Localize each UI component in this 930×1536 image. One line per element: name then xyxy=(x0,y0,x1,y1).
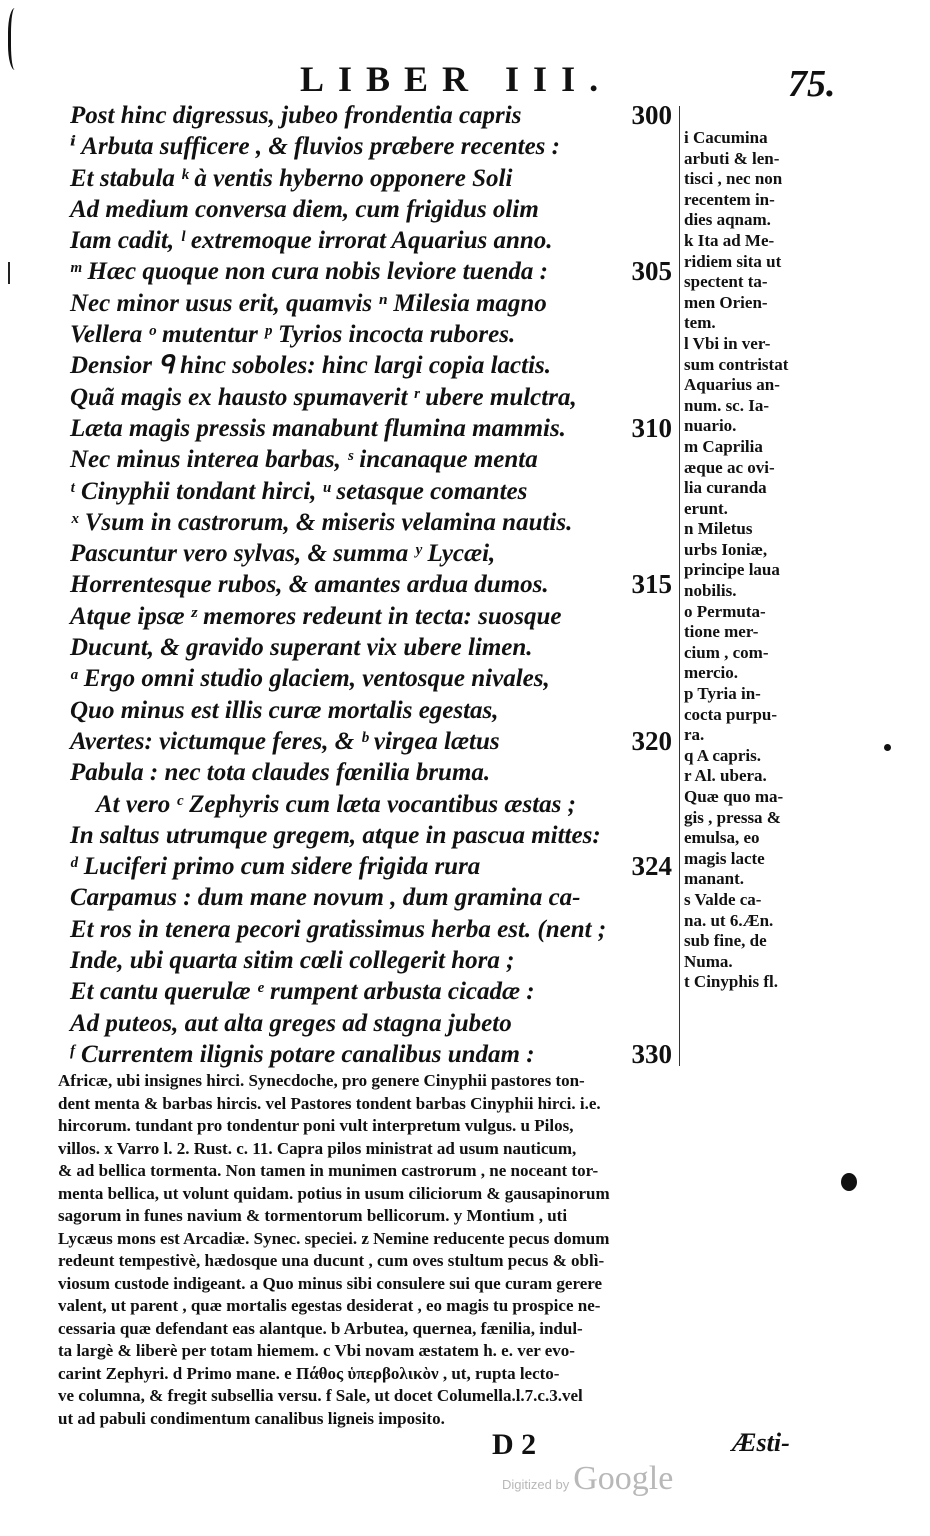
verse-line xyxy=(70,695,670,726)
glossary-line: cocta purpu- xyxy=(684,704,778,724)
column-rule xyxy=(679,106,680,1066)
verse-text-span: At vero ᶜ Zephyris cum læta vocantibus æstas ; xyxy=(96,790,576,818)
commentary-line: & ad bellica tormenta. Non tamen in munimen castrorum , ne noceant tor- xyxy=(58,1161,599,1180)
verse-line xyxy=(70,507,670,538)
commentary-line: cessaria quæ defendant eas alantque. b Arbutea, quernea, fænilia, indul- xyxy=(58,1318,583,1338)
verse-line xyxy=(70,100,670,131)
glossary-line: arbuti & len- xyxy=(684,148,780,168)
verse-line xyxy=(70,914,670,945)
verse-line xyxy=(70,288,670,319)
glossary-line: o Permuta- xyxy=(684,601,766,621)
glossary-line: t Cinyphis fl. xyxy=(684,972,778,992)
glossary-line: tisci , nec non xyxy=(684,169,783,189)
verse-line xyxy=(70,476,670,507)
verse-line xyxy=(70,131,670,162)
glossary-line: k Ita ad Me- xyxy=(684,230,775,250)
verse-line xyxy=(70,569,670,600)
verse-line xyxy=(70,976,670,1007)
verse-line xyxy=(70,726,670,757)
verse-text-span: Post hinc digressus, jubeo frondentia capris xyxy=(70,102,522,129)
verse-line xyxy=(70,882,670,913)
verse-text-span: Et ros in tenera pecori gratissimus herba est. (nent ; xyxy=(70,915,607,943)
google-logo: Google xyxy=(573,1460,674,1497)
glossary-line: ra. xyxy=(684,725,705,745)
verse-line xyxy=(70,444,670,475)
verse-line xyxy=(70,945,670,976)
verse-text-span: Atque ipsæ ᶻ memores redeunt in tecta: suosque xyxy=(70,602,562,630)
catchword: Æsti- xyxy=(732,1428,790,1457)
glossary-line: p Tyria in- xyxy=(684,684,761,704)
commentary-line: ve columna, & fregit subsellia versu. f Sale, ut docet Columella.l.7.c.3.vel xyxy=(58,1386,583,1405)
verse-text-span: Pascuntur vero sylvas, & summa ʸ Lycæi, xyxy=(70,540,496,568)
verse-line xyxy=(70,413,670,444)
verse-line xyxy=(70,632,670,663)
glossary-line: æque ac ovi- xyxy=(684,457,775,477)
commentary-line: valent, ut parent , quæ mortalis egestas desiderat , eo magis tu prospice ne- xyxy=(58,1296,601,1315)
verse-text-span: ˣ Vsum in castrorum, & miseris velamina nautis. xyxy=(70,508,573,536)
page-edge-mark xyxy=(8,8,25,70)
glossary-line: gis , pressa & xyxy=(684,807,781,827)
commentary-line: redeunt tempestivè, hædosque una ducunt , cum oves stultum pecus & oblì- xyxy=(58,1251,605,1270)
verse-line xyxy=(70,319,670,350)
commentary-line: Africæ, ubi insignes hirci. Synecdoche, pro genere Cinyphii pastores ton- xyxy=(58,1071,585,1090)
glossary-line: mercio. xyxy=(684,663,738,683)
glossary-line: manant. xyxy=(684,869,744,889)
verse-text-span: Horrentesque rubos, & amantes ardua dumos. xyxy=(70,571,549,599)
verse-number: 330 xyxy=(631,1038,672,1069)
commentary-line: ut ad pabuli condimentum canalibus ligneis imposito. xyxy=(58,1408,445,1428)
verse-line xyxy=(70,663,670,694)
verse-number: 305 xyxy=(631,256,672,287)
verse-line xyxy=(70,382,670,413)
glossary-line: ridiem sita ut xyxy=(684,251,782,271)
glossary-line: men Orien- xyxy=(684,292,768,312)
verse-line xyxy=(70,350,670,381)
verse-line xyxy=(70,789,670,820)
signature-mark: D 2 xyxy=(492,1428,537,1461)
glossary-line: Numa. xyxy=(684,951,733,971)
verse-text-span: Carpamus : dum mane novum , dum gramina ca- xyxy=(70,884,581,912)
verse-number: 324 xyxy=(631,851,672,882)
verse-line xyxy=(70,601,670,632)
verse-text-span: ᵐ Hæc quoque non cura nobis leviore tuenda : xyxy=(70,258,548,286)
running-head: LIBER III. xyxy=(300,59,613,99)
commentary-line: hircorum. tundant pro tondentur poni vult interpretum vulgus. u Pilos, xyxy=(58,1116,574,1135)
verse-number: 320 xyxy=(631,725,672,756)
digitized-watermark xyxy=(502,1460,673,1498)
verse-text-span: Quã magis ex hausto spumaverit ʳ ubere mulctra, xyxy=(70,383,577,411)
verse-text-span: Et stabula ᵏ à ventis hyberno opponere Soli xyxy=(70,164,513,192)
verse-text-span: ⁱ Arbuta sufficere , & fluvios præbere recentes : xyxy=(70,133,560,161)
glossary-line: r Al. ubera. xyxy=(684,766,767,786)
verse-text-span: Quo minus est illis curæ mortalis egestas, xyxy=(70,696,499,724)
page-edge-tick xyxy=(8,262,10,284)
glossary-line: erunt. xyxy=(684,498,728,518)
verse-line xyxy=(70,194,670,225)
glossary-line: nuario. xyxy=(684,416,737,436)
glossary-line: n Miletus xyxy=(684,519,753,539)
verse-line xyxy=(70,256,670,287)
verse-number: 315 xyxy=(631,569,672,600)
verse-text-span: Læta magis pressis manabunt flumina mammis. xyxy=(70,414,566,442)
verse-text xyxy=(70,100,670,1070)
verse-text-span: ᵈ Luciferi primo cum sidere frigida rura xyxy=(70,853,481,881)
glossary-line: nobilis. xyxy=(684,581,737,601)
verse-text-span: Ad medium conversa diem, cum frigidus olim xyxy=(70,195,539,223)
glossary-line: emulsa, eo xyxy=(684,828,760,848)
verse-text-span: ᵗ Cinyphii tondant hirci, ᵘ setasque comantes xyxy=(70,477,528,505)
verse-text-span: Ducunt, & gravido superant vix ubere limen. xyxy=(70,634,533,662)
verse-line xyxy=(70,538,670,569)
marginal-glossary xyxy=(684,128,834,993)
verse-line xyxy=(70,225,670,256)
commentary-line: sagorum in funes navium & tormentorum bellicorum. y Montium , uti xyxy=(58,1206,568,1225)
verse-text-span: ᶠ Currentem ilignis potare canalibus undam : xyxy=(70,1040,535,1068)
glossary-line: recentem in- xyxy=(684,189,775,209)
verse-line xyxy=(70,1039,670,1070)
verse-text-span: Vellera ᵒ mutentur ᵖ Tyrios incocta rubores. xyxy=(70,321,516,349)
glossary-line: cium , com- xyxy=(684,642,769,662)
verse-text-span: Ad puteos, aut alta greges ad stagna jubeto xyxy=(70,1009,512,1037)
verse-text-span: Nec minor usus erit, quamvis ⁿ Milesia magno xyxy=(70,289,547,317)
verse-number: 310 xyxy=(631,412,672,443)
page-number: 75. xyxy=(788,63,836,105)
commentary-line: ta largè & liberè per totam hiemem. c Vbi novam æstatem h. e. ver evo- xyxy=(58,1341,575,1360)
verse-text-span: Inde, ubi quarta sitim cœli collegerit hora ; xyxy=(70,947,515,975)
verse-line xyxy=(70,851,670,882)
glossary-line: tione mer- xyxy=(684,622,759,642)
verse-text-span: Iam cadit, ˡ extremoque irrorat Aquarius anno. xyxy=(70,227,553,255)
verse-text-span: Avertes: victumque feres, & ᵇ virgea lætus xyxy=(70,727,500,755)
verse-line xyxy=(70,163,670,194)
glossary-line: q A capris. xyxy=(684,745,761,765)
glossary-line: sum contristat xyxy=(684,354,789,374)
verse-text-span: Pabula : nec tota claudes fœnilia bruma. xyxy=(70,759,491,787)
commentary-text xyxy=(58,1070,820,1430)
glossary-line: tem. xyxy=(684,313,716,333)
glossary-line: s Valde ca- xyxy=(684,889,762,909)
glossary-line: na. ut 6.Æn. xyxy=(684,910,774,930)
ink-blot xyxy=(841,1173,857,1191)
glossary-line: principe laua xyxy=(684,560,780,580)
ink-dot xyxy=(884,744,891,751)
glossary-line: m Caprilia xyxy=(684,436,763,456)
commentary-line: menta bellica, ut volunt quidam. potius in usum ciliciorum & gausapinorum xyxy=(58,1183,610,1203)
glossary-line: Aquarius an- xyxy=(684,375,780,395)
glossary-line: num. sc. Ia- xyxy=(684,395,770,415)
verse-text-span: ᵃ Ergo omni studio glaciem, ventosque nivales, xyxy=(70,665,550,693)
verse-line xyxy=(70,757,670,788)
verse-text-span: Densior ᑫ hinc soboles: hinc largi copia lactis. xyxy=(70,352,552,380)
commentary-line: carint Zephyri. d Primo mane. e Πάθος ὑπερβολικὸν , ut, rupta lecto- xyxy=(58,1363,560,1383)
verse-line xyxy=(70,820,670,851)
verse-line xyxy=(70,1008,670,1039)
glossary-line: spectent ta- xyxy=(684,272,768,292)
glossary-line: Quæ quo ma- xyxy=(684,787,784,806)
glossary-line: lia curanda xyxy=(684,478,767,498)
glossary-line: urbs Ioniæ, xyxy=(684,539,768,559)
commentary-line: dent menta & barbas hircis. vel Pastores tondent barbas Cinyphii hirci. i.e. xyxy=(58,1093,601,1113)
watermark-prefix: Digitized by xyxy=(502,1477,570,1492)
glossary-line: magis lacte xyxy=(684,848,765,868)
verse-number: 300 xyxy=(631,100,672,130)
glossary-line: i Cacumina xyxy=(684,128,768,147)
commentary-line: villos. x Varro l. 2. Rust. c. 11. Capra pilos ministrat ad usum nauticum, xyxy=(58,1138,577,1158)
verse-text-span: Nec minus interea barbas, ˢ incanaque menta xyxy=(70,446,538,474)
verse-text-span: Et cantu querulæ ᵉ rumpent arbusta cicadæ : xyxy=(70,978,535,1006)
glossary-line: sub fine, de xyxy=(684,931,767,951)
glossary-line: dies aqnam. xyxy=(684,210,771,230)
commentary-line: Lycæus mons est Arcadiæ. Synec. speciei. z Nemine reducente pecus domum xyxy=(58,1228,610,1248)
verse-text-span: In saltus utrumque gregem, atque in pascua mittes: xyxy=(70,821,601,849)
commentary-line: viosum custode indigeant. a Quo minus sibi consulere sui que curam gerere xyxy=(58,1273,603,1293)
glossary-line: l Vbi in ver- xyxy=(684,333,771,353)
